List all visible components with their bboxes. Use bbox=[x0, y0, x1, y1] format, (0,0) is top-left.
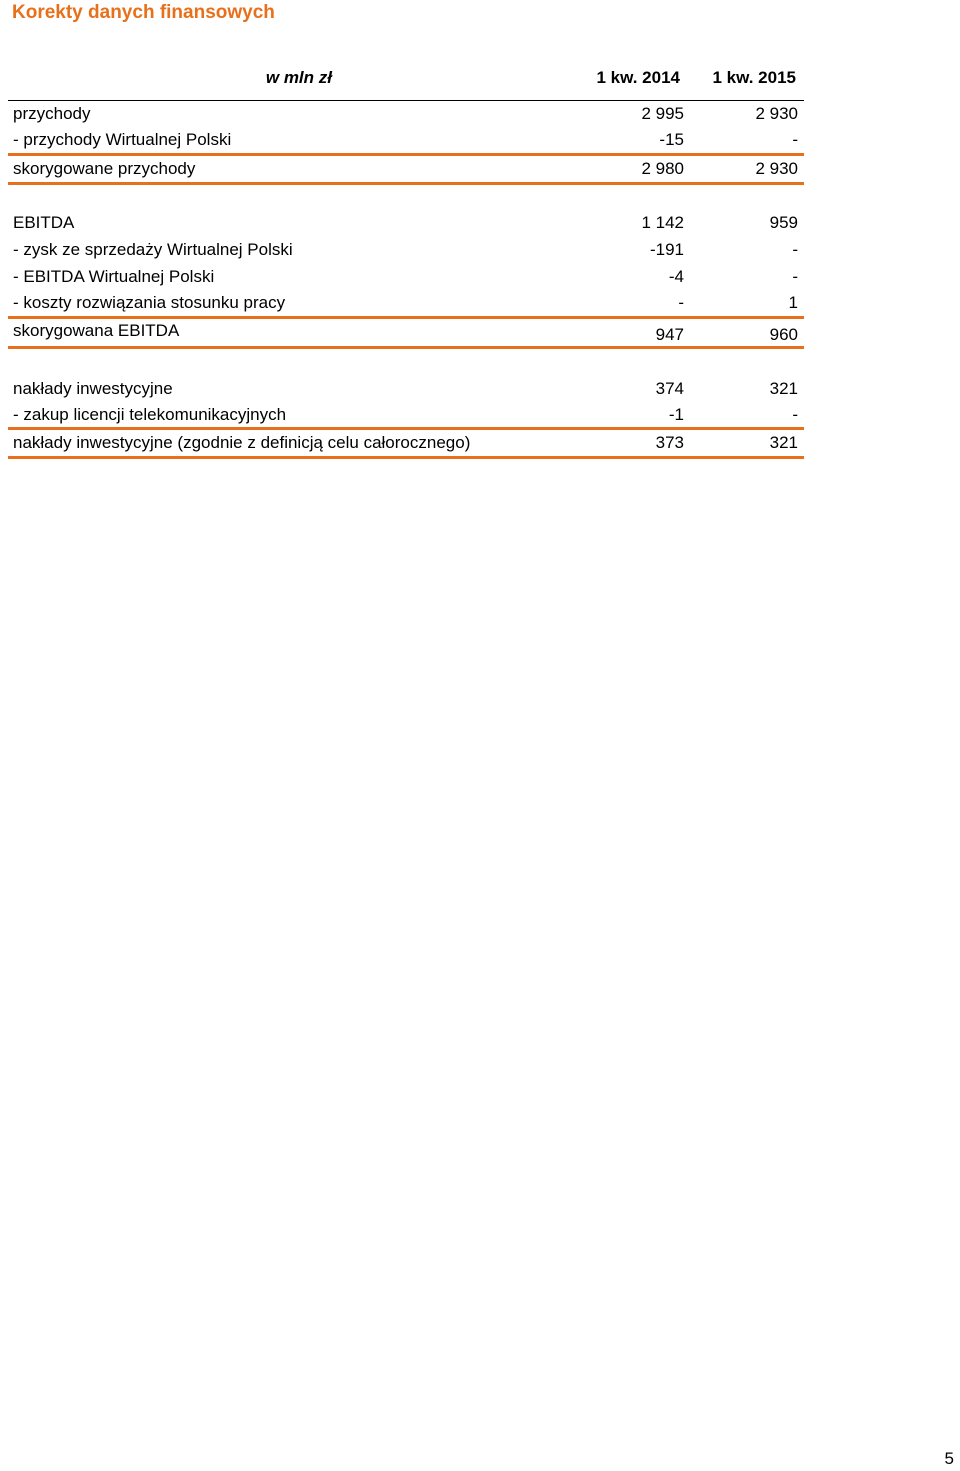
table-row bbox=[8, 429, 804, 456]
row-label: EBITDA bbox=[13, 213, 75, 232]
column-header-q1-2015: 1 kw. 2015 bbox=[712, 68, 796, 87]
row-value-2014: 373 bbox=[655, 433, 684, 452]
unit-label: w mln zł bbox=[265, 68, 332, 87]
orange-divider bbox=[8, 182, 804, 185]
row-label: nakłady inwestycyjne (zgodnie z definicją celu całorocznego) bbox=[13, 433, 471, 452]
table-row bbox=[8, 401, 804, 428]
row-value-2014: - bbox=[678, 293, 684, 312]
page-title: Korekty danych finansowych bbox=[12, 2, 275, 23]
row-value-2014: -1 bbox=[668, 405, 684, 424]
table-row bbox=[8, 100, 804, 127]
row-value-2015: - bbox=[792, 267, 798, 286]
row-value-2015: 959 bbox=[769, 213, 798, 232]
table-row bbox=[8, 375, 804, 402]
row-value-2015: - bbox=[792, 130, 798, 149]
row-value-2015: 1 bbox=[788, 293, 798, 312]
row-value-2014: 1 142 bbox=[641, 213, 684, 232]
row-value-2014: 947 bbox=[655, 325, 684, 344]
table-row bbox=[8, 236, 804, 263]
table-row bbox=[8, 289, 804, 316]
row-label: - koszty rozwiązania stosunku pracy bbox=[13, 293, 286, 312]
row-label: przychody bbox=[13, 104, 91, 123]
row-value-2015: - bbox=[792, 405, 798, 424]
row-value-2014: -4 bbox=[668, 267, 684, 286]
row-label: nakłady inwestycyjne bbox=[13, 379, 173, 398]
column-header-q1-2014: 1 kw. 2014 bbox=[596, 68, 680, 87]
row-value-2014: 2 980 bbox=[641, 159, 684, 178]
table-row bbox=[8, 263, 804, 290]
table-row bbox=[8, 318, 804, 348]
row-value-2015: - bbox=[792, 240, 798, 259]
orange-divider bbox=[8, 346, 804, 349]
row-value-2015: 2 930 bbox=[755, 104, 798, 123]
row-value-2015: 2 930 bbox=[755, 159, 798, 178]
table-header bbox=[8, 60, 804, 101]
page-number: 5 bbox=[944, 1449, 954, 1468]
row-label: skorygowane przychody bbox=[13, 159, 196, 178]
row-value-2015: 960 bbox=[769, 325, 798, 344]
row-label: - przychody Wirtualnej Polski bbox=[13, 130, 232, 149]
row-label: - zakup licencji telekomunikacyjnych bbox=[13, 405, 287, 424]
row-value-2014: 374 bbox=[655, 379, 684, 398]
row-label: - zysk ze sprzedaży Wirtualnej Polski bbox=[13, 240, 293, 259]
table-row bbox=[8, 209, 804, 236]
row-value-2014: -191 bbox=[649, 240, 684, 259]
row-value-2015: 321 bbox=[769, 433, 798, 452]
row-value-2014: -15 bbox=[659, 130, 684, 149]
row-value-2015: 321 bbox=[769, 379, 798, 398]
row-value-2014: 2 995 bbox=[641, 104, 684, 123]
table-row bbox=[8, 126, 804, 153]
row-label: - EBITDA Wirtualnej Polski bbox=[13, 267, 215, 286]
orange-divider bbox=[8, 456, 804, 459]
row-label: skorygowana EBITDA bbox=[13, 321, 180, 340]
table-row bbox=[8, 155, 804, 182]
